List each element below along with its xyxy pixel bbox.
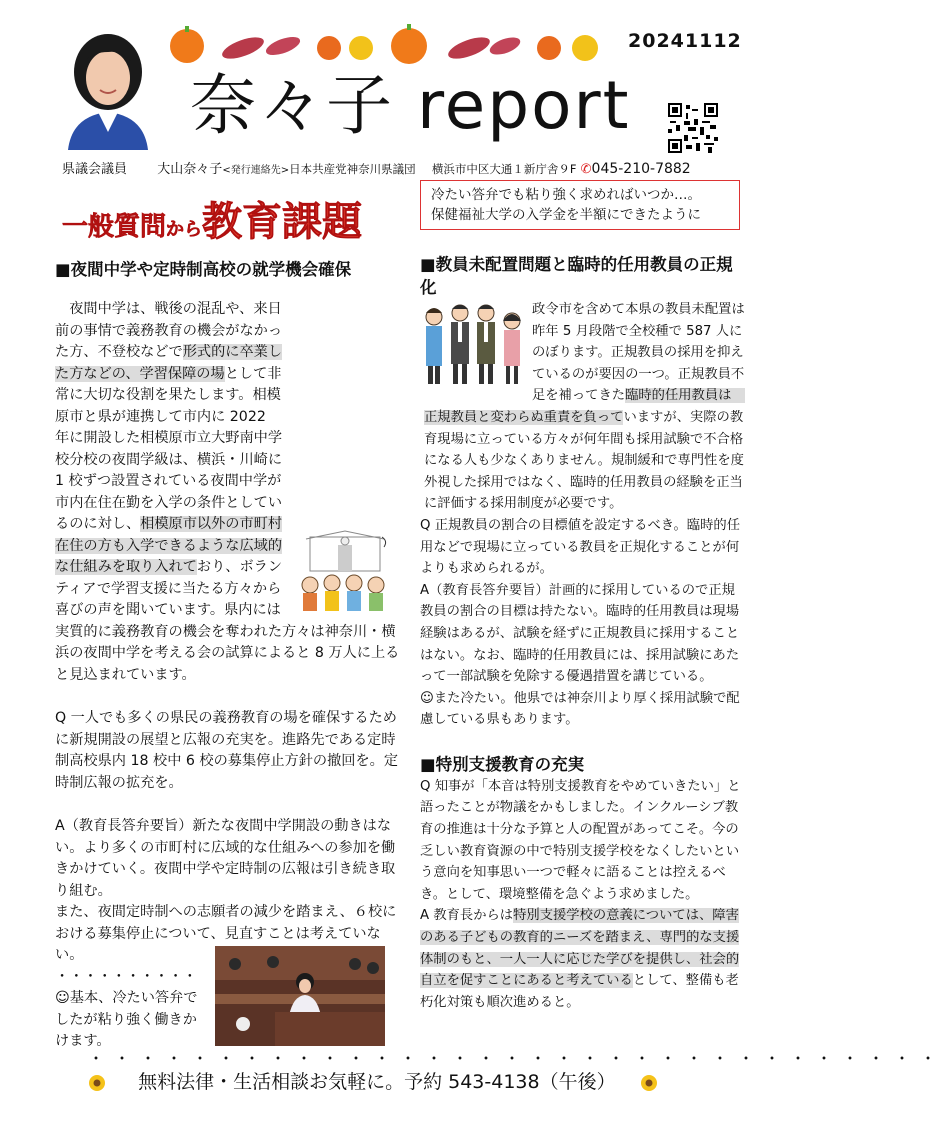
headline-part-a: 一般質問 — [62, 212, 167, 242]
answer-teacher: A（教育長答弁要旨）計画的に採用しているので正規教員の割合の目標は持たない。臨時的任用教員は現場経験はあるが、試験を経ずに正規教員に採用することはない。なお、臨時的任用教員には、採用試験にあたって一部試験を免除する優遇措置を講じている。 — [420, 582, 740, 685]
phone-number[interactable]: 045-210-7882 — [591, 161, 691, 177]
right-column — [420, 253, 745, 1013]
section-headline — [62, 190, 362, 247]
author-name: 大山奈々子 — [157, 162, 223, 177]
intro-text-c: として非常に大切な役割を果たします。相模原市と県が連携して市内に 2022 年に開設した相模原市立大野南中学校分校の夜間学級は、横浜・川崎に 1 校ずつ設置されている夜間中学が市内在住在勤を入学の条件としているのに対し、 — [55, 365, 283, 532]
special-answer-highlight: 特別支援学校の意義については、障害のある子どもの教育的ニーズを踏まえ、専門的な支援体制のもと、一人一人に応じた学びを提供し、社会的自立を促すことにあると考えている — [420, 908, 740, 989]
portrait-photo — [62, 20, 154, 150]
teachers-illustration — [420, 299, 528, 389]
intro-highlight-2: 相模原市以外の市町村在住の方も入学できるような広域的な仕組みを取り入れて — [55, 516, 283, 575]
address-text: 横浜市中区大通１新庁舎９F — [431, 162, 577, 176]
question-special-support: Q 知事が「本音は特別支援教育をやめていきたい」と語ったことが物議をかもしました。インクルーシブ教育の推進は十分な予算と人の配置があってこそ。今の乏しい教育資源の中で特別支援学校をなくしたいという意向を知事思い一つで軽々に語ることは控えるべき。として、環境整備を急ぐよう求めました。 — [420, 778, 741, 902]
comment-teacher: ☺また冷たい。他県では神奈川より厚く採用試験で配慮している県もあります。 — [420, 690, 740, 728]
footer-line — [88, 1067, 688, 1094]
phone-icon: ✆ — [580, 162, 592, 177]
section-title-special-support: ■特別支援教育の充実 — [420, 754, 585, 774]
teacher-text-c: いますが、実際の教育現場に立っている方々が何年間も採用試験で不合格になる人も少なくありません。規制緩和で専門性を度外視した採用ではなく、臨時的任用教員の経験を正当に評価する採用制度が必要です。 — [424, 409, 744, 512]
answer-night-school-2: また、夜間定時制への志願者の減少を踏まえ、６校における募集停止について、見直すことは考えていない。 — [55, 904, 397, 963]
headline-part-c: 教育課題 — [202, 199, 363, 245]
assembly-photo — [215, 946, 385, 1046]
issue-date: 20241112 — [628, 30, 742, 52]
teacher-text-a: 政令市を含めて本県の教員未配置は昨年 5 月段階で全校種で 587 人にのぼります。正規教員の採用を抑えているのが要因の一つ。正規教員不足を補ってきた — [532, 302, 745, 404]
question-teacher: Q 正規教員の割合の目標値を設定するべき。臨時的任用などで現場に立っている教員を正規化することが何よりも求められるが。 — [420, 517, 740, 577]
answer-night-school-1: A（教育長答弁要旨）新たな夜間中学開設の動きはない。より多くの市町村に広域的な仕組みへの参加を働きかけていく。夜間中学や定時制の広報は引き続き取り組む。 — [55, 818, 396, 899]
section-title-teacher-shortage: ■教員未配置問題と臨時的任用教員の正規化 — [420, 255, 733, 297]
sunflower-icon-right — [640, 1074, 658, 1092]
left-column — [55, 258, 400, 1053]
school-children-illustration — [290, 531, 400, 615]
qr-code-icon[interactable] — [668, 103, 718, 153]
answer-special-support — [420, 905, 745, 1013]
role-label: 県議会議員 — [62, 162, 128, 177]
intro-text-e: おり、ボランティアで学習支援に当たる方々から喜びの声を聞いています。県内には実質的に義務教育の機会を奪われた方々は神奈川・横浜の夜間中学を考える会の試算によると 8 万人に上ると見込まれています。 — [55, 559, 400, 683]
contact-label: <発行連絡先> — [222, 165, 290, 176]
fruit-decoration — [165, 18, 620, 70]
intro-paragraph — [55, 299, 400, 686]
org-name: 日本共産党神奈川県議団 — [289, 162, 416, 176]
footer-text: 無料法律・生活相談お気軽に。予約 543-4138（午後） — [138, 1071, 616, 1093]
special-answer-c: として、整備も老朽化対策も順次進めると。 — [420, 973, 739, 1010]
note-line-2: 保健福祉大学の入学金を半額にできたように — [431, 207, 701, 223]
headline-part-b: から — [166, 219, 203, 240]
question-night-school: Q 一人でも多くの県民の義務教育の場を確保するために新規開設の展望と広報の充実を。進路先である定時制高校県内 18 校中 6 校の募集停止方針の撤回を。定時制広報の拡充を。 — [55, 710, 399, 791]
footer-dots: ・・・・・・・・・・・・・・・・・・・・・・・・・・・・・・・・・ — [88, 1049, 946, 1068]
sunflower-icon — [88, 1074, 106, 1092]
section-title-night-school: ■夜間中学や定時制高校の就学機会確保 — [55, 260, 352, 279]
intro-highlight-1: 形式的に卒業した方などの、学習保障の場 — [55, 344, 283, 382]
comment-night-school: ☺基本、冷たい答弁でしたが粘り強く働きかけます。 — [55, 990, 198, 1049]
contact-info-line — [62, 158, 742, 177]
intro-text-a: 夜間中学は、戦後の混乱や、来日前の事情で義務教育の機会がなかった方、不登校などで — [55, 301, 283, 360]
teacher-highlight: 臨時的任用教員は 正規教員と変わらぬ重責を負って — [424, 388, 745, 425]
note-line-1: 冷たい答弁でも粘り強く求めればいつか…。 — [431, 187, 701, 203]
newsletter-title: 奈々子 report — [190, 67, 631, 144]
special-answer-a: A 教育長からは — [420, 908, 514, 924]
dots-separator: ・・・・・・・・・・ — [55, 968, 197, 985]
note-box — [420, 180, 740, 230]
